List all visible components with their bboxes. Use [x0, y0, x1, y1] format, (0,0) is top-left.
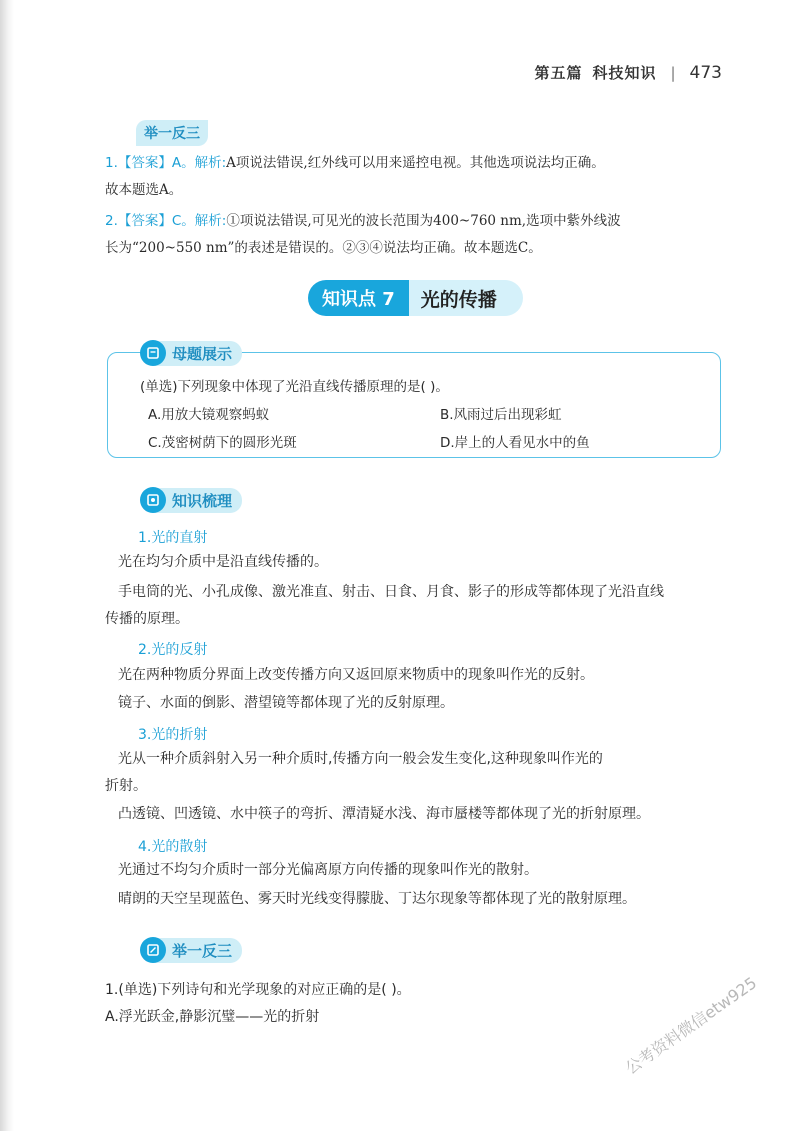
header-separator: |	[670, 63, 676, 82]
answer-2-text2: 长为“200~550 nm”的表述是错误的。②③④说法均正确。故本题选C。	[105, 240, 542, 256]
practice-tag-top: 举一反三	[136, 120, 208, 146]
section-2-line-2: 镜子、水面的倒影、潜望镜等都体现了光的反射原理。	[118, 695, 454, 711]
option-d: D.岸上的人看见水中的鱼	[440, 435, 590, 451]
section-3-line-3: 凸透镜、凹透镜、水中筷子的弯折、潭清疑水浅、海市蜃楼等都体现了光的折射原理。	[118, 806, 650, 822]
mother-question-label: 母题展示	[154, 341, 242, 366]
practice-question-1: 1.(单选)下列诗句和光学现象的对应正确的是( )。	[105, 982, 411, 998]
answer-2-text: ①项说法错误,可见光的波长范围为400~760 nm,选项中紫外线波	[226, 213, 621, 229]
section-1-line-1: 光在均匀介质中是沿直线传播的。	[118, 554, 328, 570]
knowledge-review-tag	[140, 487, 242, 513]
mother-question-stem: (单选)下列现象中体现了光沿直线传播原理的是( )。	[140, 379, 449, 395]
page-header	[534, 62, 722, 83]
knowledge-point-number: 知识点 7	[308, 280, 409, 316]
section-2-title: 2.光的反射	[138, 642, 208, 658]
section-1-line-2: 手电筒的光、小孔成像、激光准直、射击、日食、月食、影子的形成等都体现了光沿直线	[118, 584, 664, 600]
option-b: B.风雨过后出现彩虹	[440, 407, 562, 423]
header-chapter: 科技知识	[592, 64, 657, 82]
mother-question-box	[107, 352, 721, 458]
section-1-line-3: 传播的原理。	[105, 611, 189, 627]
answer-2	[105, 208, 725, 262]
section-1-title: 1.光的直射	[138, 530, 208, 546]
page-number: 473	[689, 62, 722, 83]
mother-question-tag	[140, 340, 242, 366]
practice-tag-bottom	[140, 937, 242, 963]
section-2-line-1: 光在两种物质分界面上改变传播方向又返回原来物质中的现象叫作光的反射。	[118, 667, 594, 683]
header-part: 第五篇	[534, 64, 583, 82]
notes-icon	[140, 487, 166, 513]
section-4-title: 4.光的散射	[138, 839, 208, 855]
page-gutter-shadow	[0, 0, 14, 1131]
pencil-icon	[140, 937, 166, 963]
answer-1	[105, 150, 725, 204]
practice-question-1-option-a: A.浮光跃金,静影沉璧——光的折射	[105, 1009, 320, 1025]
section-4-line-1: 光通过不均匀介质时一部分光偏离原方向传播的现象叫作光的散射。	[118, 862, 538, 878]
answer-1-label: 1.【答案】A。解析:	[105, 155, 227, 171]
section-3-line-1: 光从一种介质斜射入另一种介质时,传播方向一般会发生变化,这种现象叫作光的	[118, 751, 603, 767]
knowledge-point-banner	[308, 280, 523, 316]
answer-1-text2: 故本题选A。	[105, 182, 183, 198]
knowledge-point-title: 光的传播	[409, 280, 523, 316]
answer-2-label: 2.【答案】C。解析:	[105, 213, 227, 229]
section-3-line-2: 折射。	[105, 778, 147, 794]
book-icon	[140, 340, 166, 366]
section-3-title: 3.光的折射	[138, 727, 208, 743]
option-c: C.茂密树荫下的圆形光斑	[148, 435, 297, 451]
option-a: A.用放大镜观察蚂蚁	[148, 407, 270, 423]
section-4-line-2: 晴朗的天空呈现蓝色、雾天时光线变得朦胧、丁达尔现象等都体现了光的散射原理。	[118, 891, 636, 907]
answer-1-text: A项说法错误,红外线可以用来遥控电视。其他选项说法均正确。	[226, 155, 605, 171]
knowledge-review-label: 知识梳理	[154, 488, 242, 513]
watermark-text: 公考资料微信etw925	[621, 973, 761, 1079]
practice-bottom-label: 举一反三	[154, 938, 242, 963]
